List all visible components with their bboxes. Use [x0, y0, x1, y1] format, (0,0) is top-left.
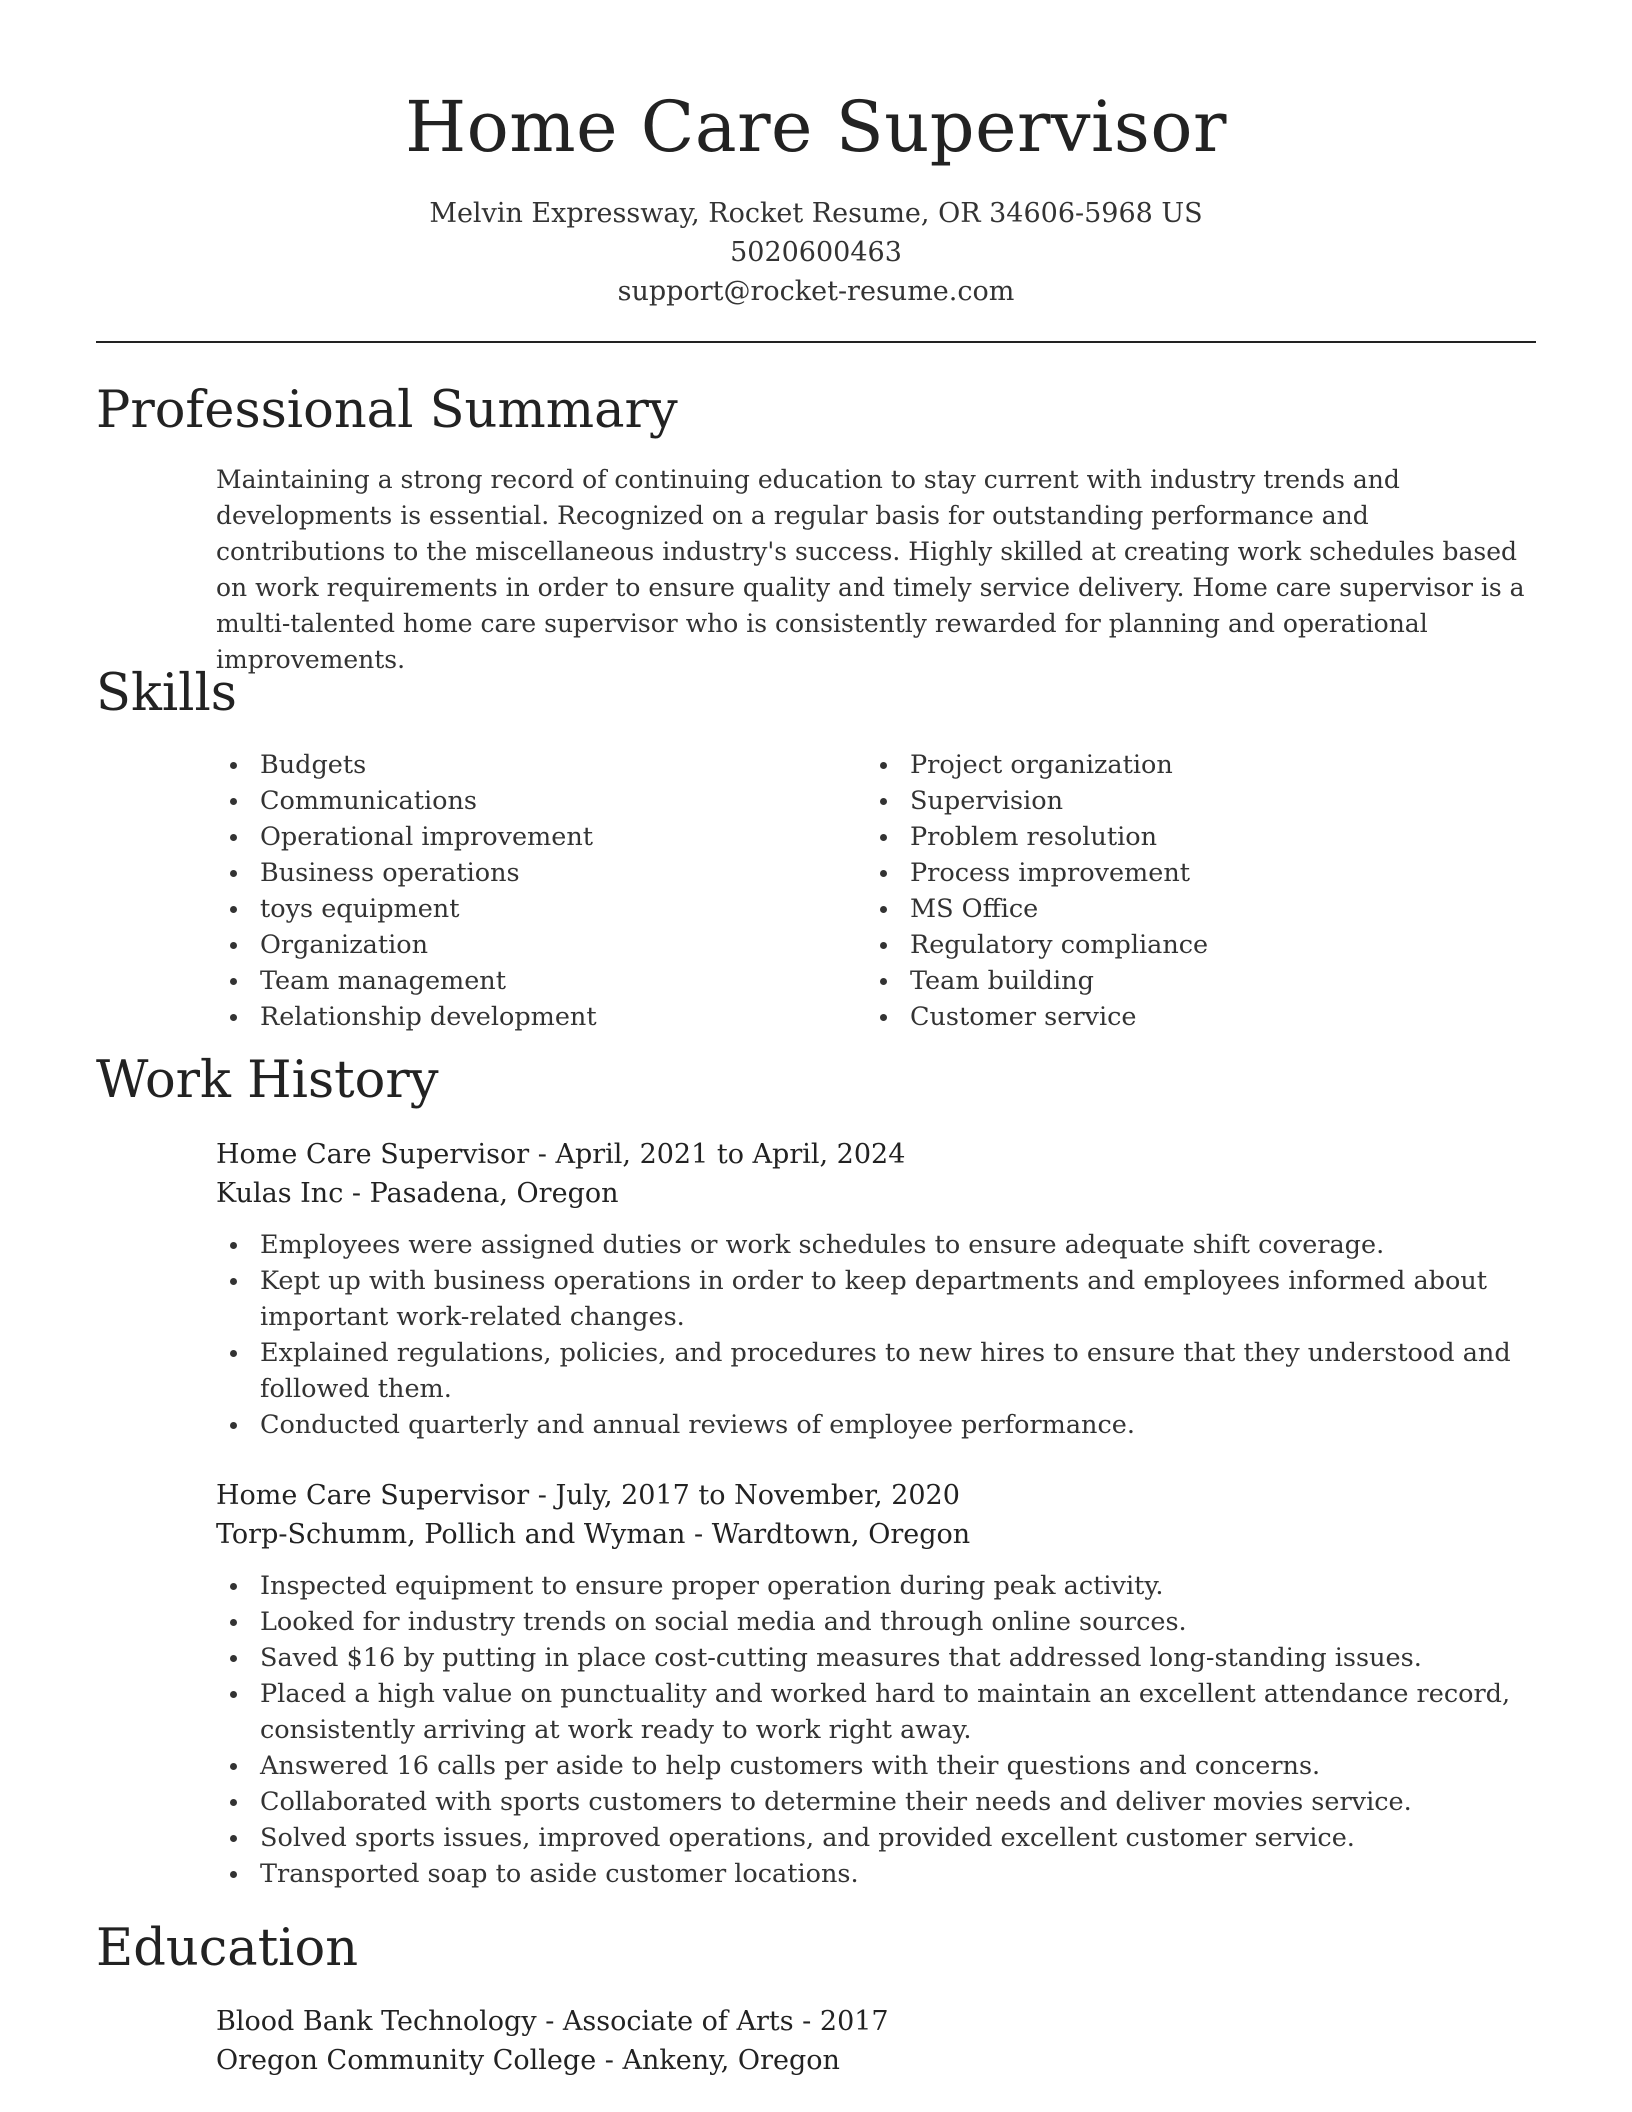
job-bullets	[216, 1227, 1536, 1443]
skill-item: Supervision	[866, 783, 1486, 819]
job-bullet: Placed a high value on punctuality and worked hard to maintain an excellent attendance record, consistently arriving at work ready to work right away.	[216, 1676, 1536, 1748]
skill-item: toys equipment	[216, 891, 836, 927]
skills-list-right	[866, 747, 1486, 1035]
resume-header	[96, 84, 1536, 311]
job-bullet: Saved $16 by putting in place cost-cutting measures that addressed long-standing issues.	[216, 1640, 1536, 1676]
skill-item: Budgets	[216, 747, 836, 783]
skill-item: Problem resolution	[866, 819, 1486, 855]
skill-item: Team management	[216, 963, 836, 999]
skill-item: MS Office	[866, 891, 1486, 927]
separator: -	[685, 1519, 712, 1550]
summary-text: Maintaining a strong record of continuing education to stay current with industry trends and developments is essential. Recognized on a regular basis for outstanding performance and contributions to the miscellaneous industry's success. Highly skilled at creating work schedules based on work requirements in order to ensure quality and timely service delivery. Home care supervisor is a multi-talented home care supervisor who is consistently rewarded for planning and operational improvements.	[216, 465, 1525, 674]
school-location: Ankeny, Oregon	[622, 2045, 840, 2076]
job-bullets	[216, 1568, 1536, 1892]
skill-item: Organization	[216, 927, 836, 963]
job-bullet: Transported soap to aside customer locations.	[216, 1856, 1536, 1892]
job-bullet: Looked for industry trends on social media and through online sources.	[216, 1604, 1536, 1640]
email: support@rocket-resume.com	[617, 276, 1015, 307]
job-location: Pasadena, Oregon	[369, 1178, 619, 1209]
contact-info	[96, 194, 1536, 311]
skill-item: Relationship development	[216, 999, 836, 1035]
job-location: Wardtown, Oregon	[711, 1519, 971, 1550]
skills-list-left	[216, 747, 836, 1035]
education-field: Blood Bank Technology	[216, 2006, 537, 2037]
skill-item: Team building	[866, 963, 1486, 999]
job-bullet: Inspected equipment to ensure proper operation during peak activity.	[216, 1568, 1536, 1604]
education-school-line	[216, 2041, 1536, 2080]
job-company-line	[216, 1515, 1536, 1554]
separator: -	[529, 1480, 556, 1511]
job-bullet: Explained regulations, policies, and procedures to new hires to ensure that they understood and followed them.	[216, 1335, 1536, 1407]
job-bullet: Employees were assigned duties or work schedules to ensure adequate shift coverage.	[216, 1227, 1536, 1263]
phone: 5020600463	[730, 237, 902, 268]
job-dates: April, 2021 to April, 2024	[555, 1139, 906, 1170]
job-entry	[216, 1476, 1536, 1892]
skill-item: Process improvement	[866, 855, 1486, 891]
job-company-line	[216, 1174, 1536, 1213]
job-bullet: Conducted quarterly and annual reviews of employee performance.	[216, 1407, 1536, 1443]
separator: -	[536, 2006, 563, 2037]
separator: -	[529, 1139, 556, 1170]
education-degree: Associate of Arts	[562, 2006, 794, 2037]
education-degree-line	[216, 2002, 1536, 2041]
skill-item: Communications	[216, 783, 836, 819]
education-year: 2017	[819, 2006, 889, 2037]
company-name: Kulas Inc	[216, 1178, 344, 1209]
skill-item: Operational improvement	[216, 819, 836, 855]
job-title: Home Care Supervisor	[216, 1480, 530, 1511]
skill-item: Project organization	[866, 747, 1486, 783]
school-name: Oregon Community College	[216, 2045, 597, 2076]
education-entry	[216, 2002, 1536, 2080]
job-title: Home Care Supervisor	[216, 1139, 530, 1170]
job-bullet: Solved sports issues, improved operations, and provided excellent customer service.	[216, 1820, 1536, 1856]
job-dates: July, 2017 to November, 2020	[555, 1480, 960, 1511]
separator: -	[343, 1178, 370, 1209]
header-divider	[96, 341, 1536, 343]
section-title-summary: Professional Summary	[96, 381, 678, 440]
job-bullet: Kept up with business operations in order to keep departments and employees informed about important work-related changes.	[216, 1263, 1536, 1335]
separator: -	[793, 2006, 820, 2037]
candidate-name: Home Care Supervisor	[405, 86, 1227, 168]
job-bullet: Collaborated with sports customers to determine their needs and deliver movies service.	[216, 1784, 1536, 1820]
separator: -	[596, 2045, 623, 2076]
job-title-line	[216, 1476, 1536, 1515]
section-title-education: Education	[96, 1919, 359, 1978]
job-entry	[216, 1135, 1536, 1443]
skill-item: Business operations	[216, 855, 836, 891]
address: Melvin Expressway, Rocket Resume, OR 34606-5968 US	[429, 198, 1203, 229]
job-bullet: Answered 16 calls per aside to help customers with their questions and concerns.	[216, 1748, 1536, 1784]
skill-item: Regulatory compliance	[866, 927, 1486, 963]
skill-item: Customer service	[866, 999, 1486, 1035]
company-name: Torp-Schumm, Pollich and Wyman	[216, 1519, 686, 1550]
job-title-line	[216, 1135, 1536, 1174]
section-title-skills: Skills	[96, 664, 237, 723]
section-title-work-history: Work History	[96, 1051, 439, 1110]
